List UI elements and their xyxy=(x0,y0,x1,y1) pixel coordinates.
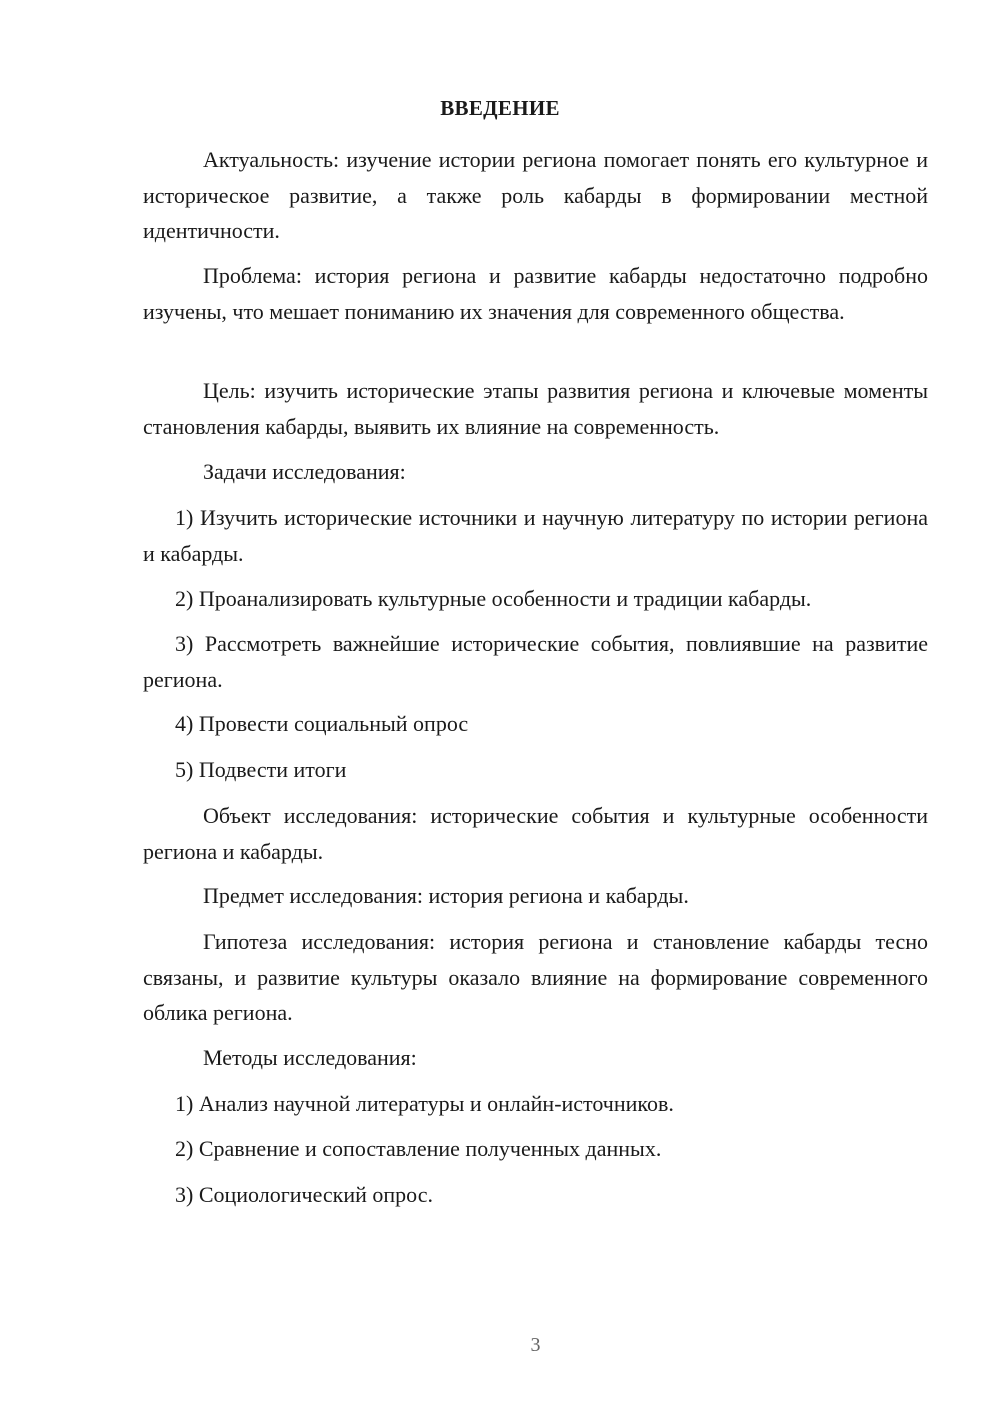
list-item-method-1: 1) Анализ научной литературы и онлайн-источников. xyxy=(175,1091,674,1116)
section-title: ВВЕДЕНИЕ xyxy=(440,96,560,120)
paragraph-object: Объект исследования: исторические события и культурные особенности региона и кабарды. xyxy=(143,803,928,864)
list-item-task-1: 1) Изучить исторические источники и научную литературу по истории региона и кабарды. xyxy=(143,505,928,566)
paragraph-subject: Предмет исследования: история региона и кабарды. xyxy=(203,883,689,908)
paragraph-tasks-heading: Задачи исследования: xyxy=(203,459,406,484)
list-item-task-5: 5) Подвести итоги xyxy=(175,757,347,782)
list-item-task-4: 4) Провести социальный опрос xyxy=(175,711,469,736)
paragraph-relevance: Актуальность: изучение истории региона помогает понять его культурное и историческое развитие, а также роль кабарды в формировании местной идентичности. xyxy=(143,147,928,243)
list-item-task-2: 2) Проанализировать культурные особенности и традиции кабарды. xyxy=(175,586,812,611)
paragraph-methods-heading: Методы исследования: xyxy=(203,1045,417,1070)
page-number: 3 xyxy=(530,1334,541,1356)
list-item-method-2: 2) Сравнение и сопоставление полученных данных. xyxy=(175,1136,662,1161)
paragraph-goal: Цель: изучить исторические этапы развития региона и ключевые моменты становления кабарды, выявить их влияние на современность. xyxy=(143,378,928,439)
list-item-method-3: 3) Социологический опрос. xyxy=(175,1182,433,1207)
paragraph-hypothesis: Гипотеза исследования: история региона и становление кабарды тесно связаны, и развитие культуры оказало влияние на формирование современного облика региона. xyxy=(143,929,928,1025)
paragraph-problem: Проблема: история региона и развитие кабарды недостаточно подробно изучены, что мешает пониманию их значения для современного общества. xyxy=(143,263,928,324)
list-item-task-3: 3) Рассмотреть важнейшие исторические события, повлиявшие на развитие региона. xyxy=(143,631,928,692)
